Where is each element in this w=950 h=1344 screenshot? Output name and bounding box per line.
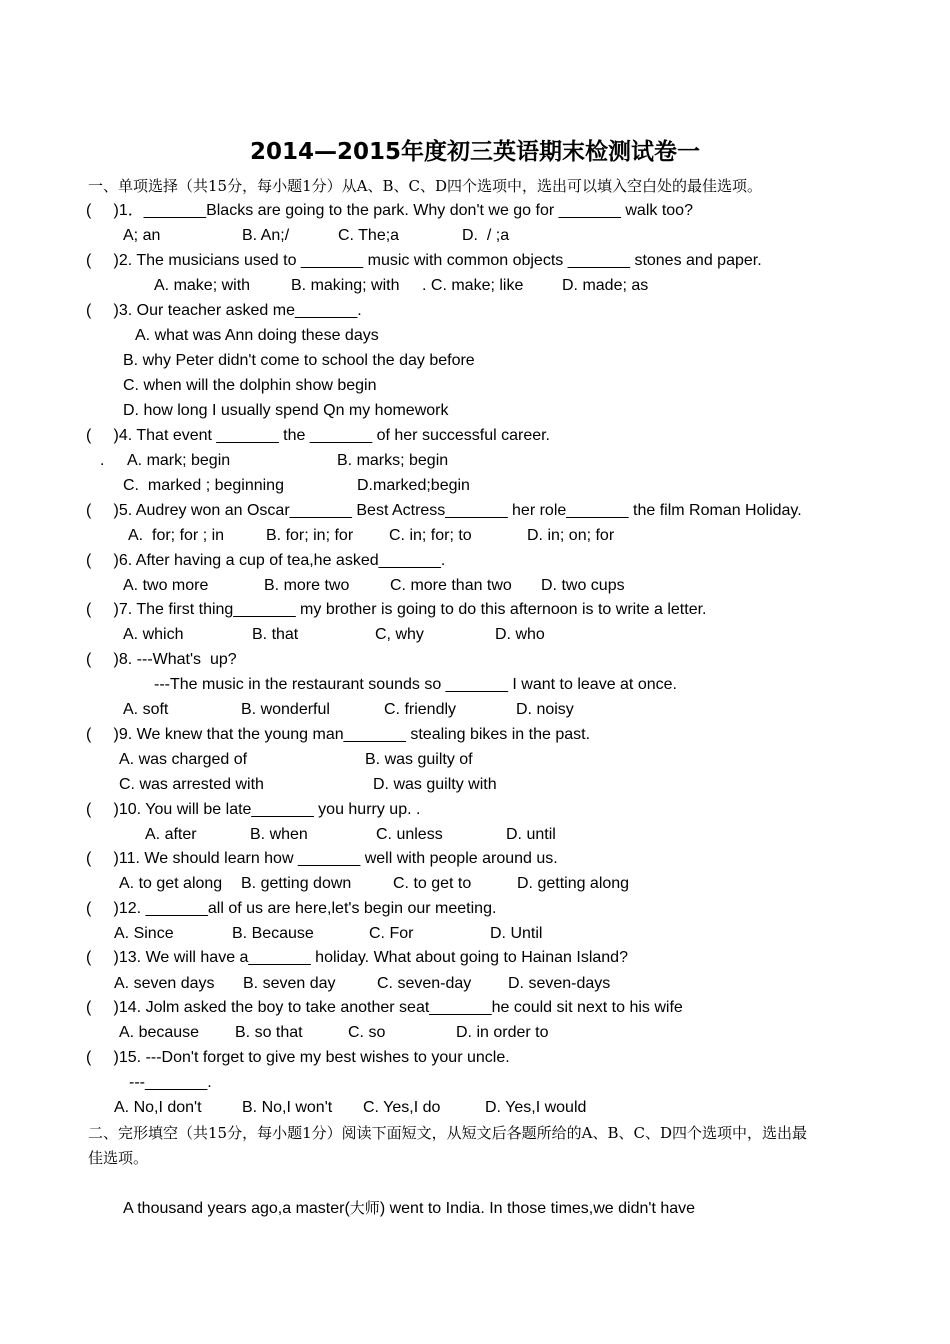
q4-option-a: A. mark; begin bbox=[127, 452, 231, 469]
q7-option-b: B. that bbox=[252, 626, 299, 643]
q9-option-d: D. was guilty with bbox=[373, 776, 497, 793]
question-1-stem: ( )1．_______Blacks are going to the park. Why don't we go for _______ walk too? bbox=[86, 202, 693, 219]
question-3-stem: ( )3. Our teacher asked me_______. bbox=[86, 302, 362, 319]
q5-option-c: C. in; for; to bbox=[389, 527, 472, 544]
q8-option-a: A. soft bbox=[123, 701, 169, 718]
q10-option-c: C. unless bbox=[376, 826, 443, 843]
question-2-stem: ( )2. The musicians used to _______ music with common objects _______ stones and paper. bbox=[86, 252, 762, 269]
q1-option-c: C. The;a bbox=[338, 227, 400, 244]
q14-option-d: D. in order to bbox=[456, 1024, 549, 1041]
question-10-stem: ( )10. You will be late_______ you hurry up. . bbox=[86, 801, 421, 818]
q9-option-b: B. was guilty of bbox=[365, 751, 473, 768]
q14-option-c: C. so bbox=[348, 1024, 386, 1041]
question-15-stem: ( )15. ---Don't forget to give my best wishes to your uncle. bbox=[86, 1049, 510, 1066]
question-6-stem: ( )6. After having a cup of tea,he asked_______. bbox=[86, 552, 446, 569]
passage-first-line bbox=[123, 1198, 695, 1219]
question-7-stem: ( )7. The first thing_______ my brother is going to do this afternoon is to write a letter. bbox=[86, 601, 707, 618]
section1-heading: 一、单项选择（共15分，每小题1分）从A、B、C、D四个选项中，选出可以填入空白处的最佳选项。 bbox=[88, 177, 762, 195]
q8-option-b: B. wonderful bbox=[241, 701, 330, 718]
question-15-stem-2: ---_______. bbox=[129, 1074, 212, 1091]
question-5-stem: ( )5. Audrey won an Oscar_______ Best Actress_______ her role_______ the film Roman Holiday. bbox=[86, 502, 802, 519]
q15-option-a: A. No,I don't bbox=[114, 1099, 202, 1116]
question-13-stem: ( )13. We will have a_______ holiday. What about going to Hainan Island? bbox=[86, 949, 628, 966]
question-8-stem-2: ---The music in the restaurant sounds so _______ I want to leave at once. bbox=[154, 676, 677, 693]
q6-option-d: D. two cups bbox=[541, 577, 625, 594]
q8-option-c: C. friendly bbox=[384, 701, 457, 718]
q5-option-a: A. for; for ; in bbox=[128, 527, 225, 544]
q13-option-a: A. seven days bbox=[114, 975, 215, 992]
q6-option-b: B. more two bbox=[264, 577, 350, 594]
q4-option-d: D.marked;begin bbox=[357, 477, 470, 494]
q11-option-b: B. getting down bbox=[241, 875, 352, 892]
q2-option-d: D. made; as bbox=[562, 277, 649, 294]
q3-option-c: C. when will the dolphin show begin bbox=[123, 377, 377, 394]
passage-text-cn: 大师 bbox=[349, 1199, 380, 1217]
q3-option-a: A. what was Ann doing these days bbox=[135, 327, 379, 344]
q1-option-b: B. An;/ bbox=[242, 227, 290, 244]
q10-option-d: D. until bbox=[506, 826, 556, 843]
question-9-stem: ( )9. We knew that the young man_______ stealing bikes in the past. bbox=[86, 726, 591, 743]
q10-option-b: B. when bbox=[250, 826, 308, 843]
q1-option-d: D. / ;a bbox=[462, 227, 510, 244]
q1-option-a: A; an bbox=[123, 227, 161, 244]
passage-text-a: A thousand years ago,a master( bbox=[123, 1200, 350, 1217]
q9-option-c: C. was arrested with bbox=[119, 776, 264, 793]
q5-option-d: D. in; on; for bbox=[527, 527, 615, 544]
q12-option-b: B. Because bbox=[232, 925, 314, 942]
q5-option-b: B. for; in; for bbox=[266, 527, 354, 544]
q7-option-a: A. which bbox=[123, 626, 184, 643]
q7-option-c: C, why bbox=[375, 626, 424, 643]
q15-option-d: D. Yes,I would bbox=[485, 1099, 587, 1116]
q4-stray-mark: . bbox=[100, 452, 105, 469]
question-11-stem: ( )11. We should learn how _______ well with people around us. bbox=[86, 850, 558, 867]
q4-option-b: B. marks; begin bbox=[337, 452, 449, 469]
q14-option-b: B. so that bbox=[235, 1024, 303, 1041]
q2-option-c: . C. make; like bbox=[422, 277, 524, 294]
q15-option-b: B. No,I won't bbox=[242, 1099, 333, 1116]
q9-option-a: A. was charged of bbox=[119, 751, 248, 768]
q2-option-b: B. making; with bbox=[291, 277, 400, 294]
q3-option-d: D. how long I usually spend Qn my homework bbox=[123, 402, 449, 419]
question-8-stem: ( )8. ---What's up? bbox=[86, 651, 237, 668]
q11-option-a: A. to get along bbox=[119, 875, 223, 892]
q13-option-d: D. seven-days bbox=[508, 975, 611, 992]
section2-heading: 二、完形填空（共15分，每小题1分）阅读下面短文，从短文后各题所给的A、B、C、D四个选项中，选出最 bbox=[88, 1124, 807, 1142]
q11-option-d: D. getting along bbox=[517, 875, 630, 892]
q12-option-a: A. Since bbox=[114, 925, 174, 942]
q2-option-a: A. make; with bbox=[154, 277, 251, 294]
q13-option-b: B. seven day bbox=[243, 975, 336, 992]
q12-option-d: D. Until bbox=[490, 925, 543, 942]
q10-option-a: A. after bbox=[145, 826, 197, 843]
passage-text-b: ) went to India. In those times,we didn't have bbox=[379, 1200, 696, 1217]
section2-heading-cont: 佳选项。 bbox=[88, 1149, 149, 1167]
q3-option-b: B. why Peter didn't come to school the day before bbox=[123, 352, 475, 369]
question-12-stem: ( )12. _______all of us are here,let's begin our meeting. bbox=[86, 900, 497, 917]
q13-option-c: C. seven-day bbox=[377, 975, 472, 992]
q6-option-a: A. two more bbox=[123, 577, 209, 594]
q8-option-d: D. noisy bbox=[516, 701, 574, 718]
q11-option-c: C. to get to bbox=[393, 875, 472, 892]
page-title: 2014—2015年度初三英语期末检测试卷一 bbox=[249, 139, 701, 165]
q12-option-c: C. For bbox=[369, 925, 414, 942]
q7-option-d: D. who bbox=[495, 626, 545, 643]
question-4-stem: ( )4. That event _______ the _______ of her successful career. bbox=[86, 427, 550, 444]
q6-option-c: C. more than two bbox=[390, 577, 512, 594]
q14-option-a: A. because bbox=[119, 1024, 200, 1041]
q15-option-c: C. Yes,I do bbox=[363, 1099, 441, 1116]
q4-option-c: C. marked ; beginning bbox=[123, 477, 284, 494]
question-14-stem: ( )14. Jolm asked the boy to take another seat_______he could sit next to his wife bbox=[86, 999, 683, 1016]
